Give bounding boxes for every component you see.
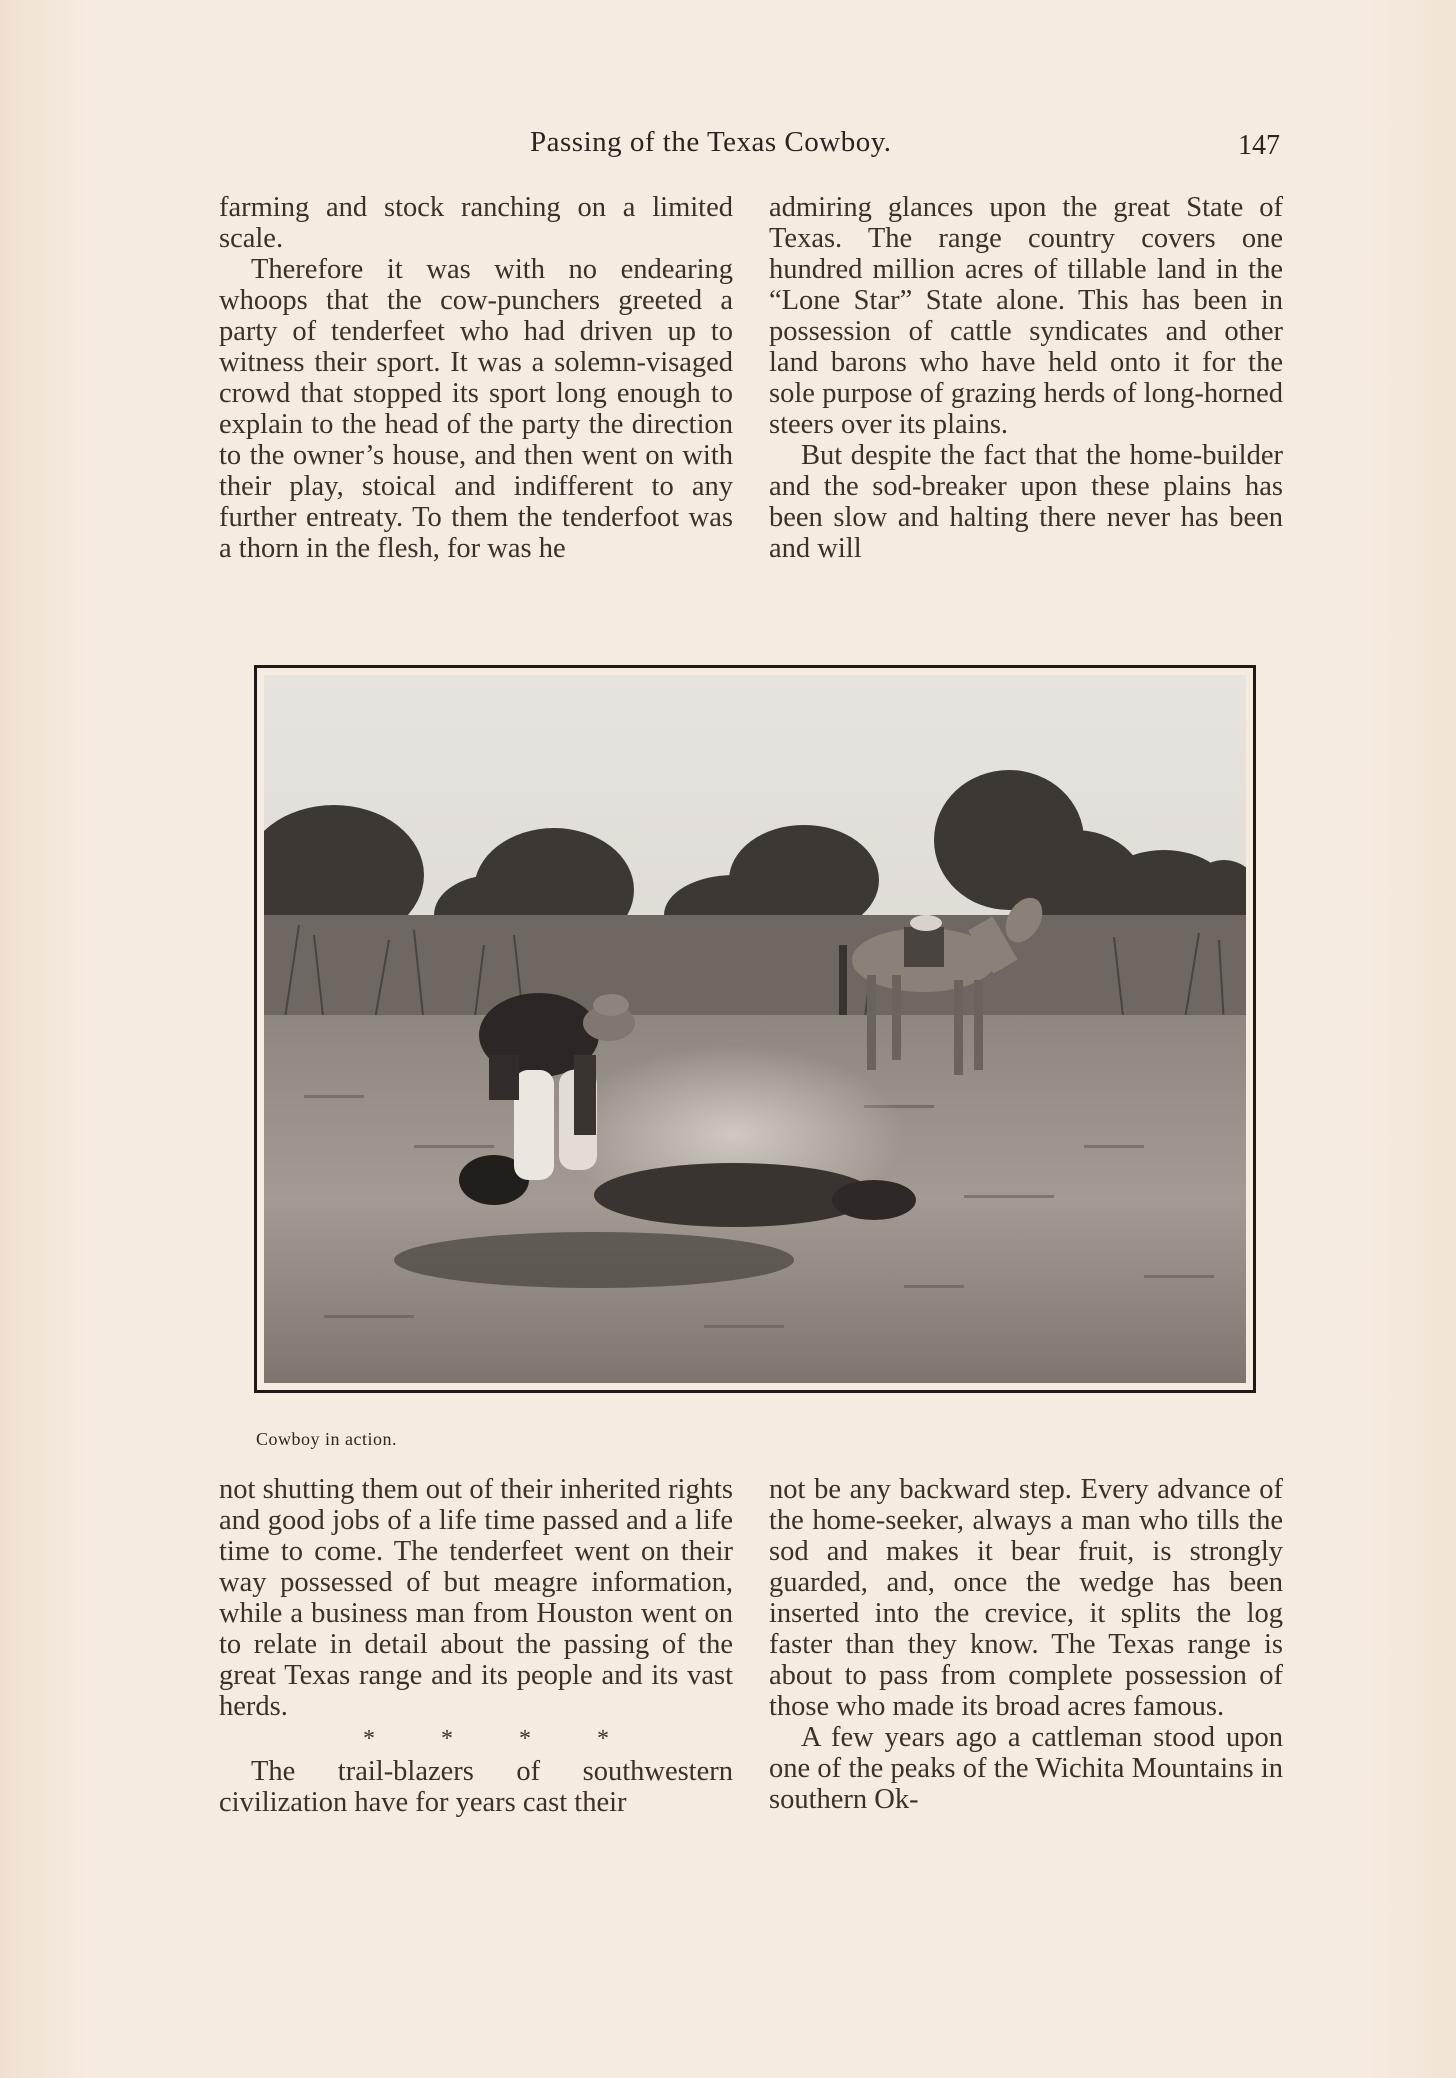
paragraph: not shutting them out of their inherited rights and good jobs of a life time passed and a life time to come. The tenderfeet went on their way possessed of but meagre information, while a business man from Houston went on to relate in detail about the passing of the great Texas range and its people and its vast herds. [219,1474,733,1722]
figure-caption: Cowboy in action. [256,1429,397,1449]
shadow [394,1232,794,1288]
paragraph: The trail-blazers of southwestern civilization have for years cast their [219,1756,733,1818]
section-break: * * * * [363,1726,609,1752]
paragraph: farming and stock ranching on a limited scale. [219,192,733,254]
column-top-right [769,192,1283,564]
paragraph: Therefore it was with no endearing whoops that the cow-punchers greeted a party of tenderfeet who had driven up to witness their sport. It was a solemn-visaged crowd that stopped its sport long enough to explain to the head of the party the direction to the owner’s house, and then went on with their play, stoical and indifferent to any further entreaty. To them the tenderfoot was a thorn in the flesh, for was he [219,254,733,564]
photo-plate [254,665,1256,1393]
column-top-left [219,192,733,564]
paragraph: admiring glances upon the great State of Texas. The range country covers one hundred million acres of tillable land in the “Lone Star” State alone. This has been in possession of cattle syndicates and other land barons who have held onto it for the sole purpose of grazing herds of long-horned steers over its plains. [769,192,1283,440]
running-head-title: Passing of the Texas Cowboy. [530,126,892,158]
paragraph: not be any backward step. Every advance of the home-seeker, always a man who tills the sod and makes it bear fruit, is strongly guarded, and, once the wedge has been inserted into the crevice, it splits the log faster than they know. The Texas range is about to pass from complete possession of those who made its broad acres famous. [769,1474,1283,1722]
cowboy-photograph [264,675,1246,1383]
page-number: 147 [1238,130,1280,161]
column-bottom-left [219,1474,733,1818]
brush [264,915,1246,1025]
column-bottom-right [769,1474,1283,1815]
paragraph: A few years ago a cattleman stood upon one of the peaks of the Wichita Mountains in southern Ok- [769,1722,1283,1815]
paragraph: But despite the fact that the home-builder and the sod-breaker upon these plains has been slow and halting there never has been and will [769,440,1283,564]
